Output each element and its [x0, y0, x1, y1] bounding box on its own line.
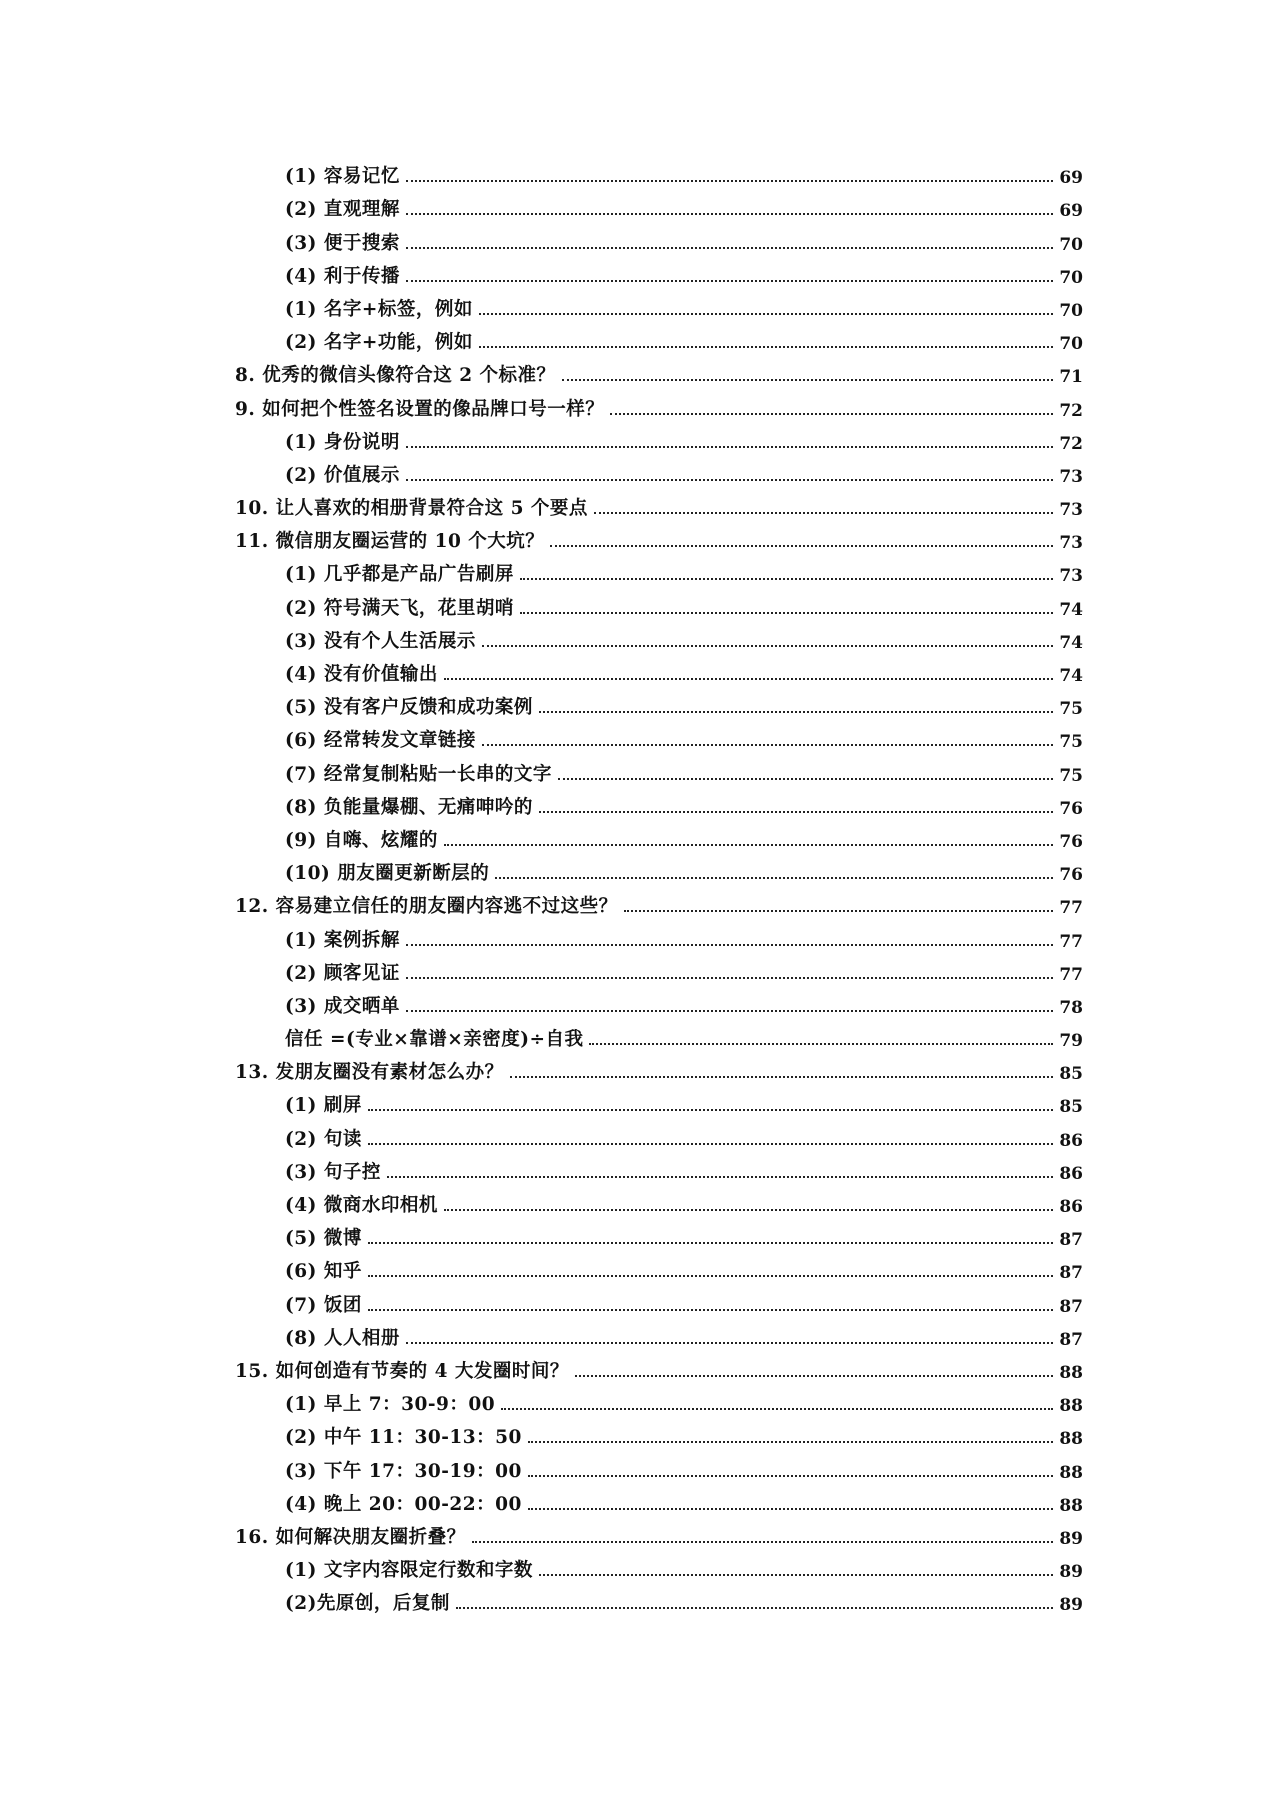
- toc-page-number: 89: [1059, 1528, 1083, 1549]
- toc-entry-label: (6) 经常转发文章链接: [285, 730, 476, 752]
- toc-entry-label: (4) 利于传播: [285, 265, 400, 287]
- dot-leader: [406, 213, 1053, 215]
- toc-section-entry[interactable]: [235, 520, 1083, 553]
- toc-entry-label: (1) 刷屏: [285, 1095, 362, 1117]
- toc-section-entry[interactable]: [235, 354, 1083, 387]
- toc-page-number: 74: [1059, 666, 1083, 686]
- toc-page-number: 74: [1059, 632, 1083, 653]
- dot-leader: [368, 1309, 1053, 1311]
- toc-page-number: 88: [1059, 1495, 1083, 1516]
- toc-page-number: 87: [1059, 1329, 1083, 1350]
- toc-page-number: 86: [1059, 1130, 1083, 1151]
- dot-leader: [520, 612, 1053, 614]
- toc-subsection-entry[interactable]: [235, 586, 1083, 619]
- dot-leader: [406, 247, 1053, 249]
- toc-page-number: 87: [1059, 1296, 1083, 1317]
- toc-page-number: 88: [1059, 1429, 1083, 1450]
- toc-subsection-entry[interactable]: [235, 1317, 1083, 1350]
- toc-page-number: 73: [1059, 500, 1083, 521]
- toc-entry-label: (1) 身份说明: [285, 431, 400, 453]
- toc-subsection-entry[interactable]: [235, 686, 1083, 719]
- toc-page-number: 77: [1059, 898, 1083, 919]
- toc-page-number: 70: [1059, 334, 1083, 355]
- toc-section-entry[interactable]: [235, 885, 1083, 918]
- dot-leader: [550, 545, 1053, 547]
- toc-subsection-entry[interactable]: [235, 1483, 1083, 1516]
- toc-entry-label: (5) 没有客户反馈和成功案例: [285, 697, 533, 719]
- dot-leader: [406, 180, 1053, 182]
- toc-subsection-entry[interactable]: [235, 1184, 1083, 1217]
- toc-entry-label: (7) 经常复制粘贴一长串的文字: [285, 763, 552, 785]
- toc-section-entry[interactable]: [235, 1051, 1083, 1084]
- toc-page-number: 73: [1059, 466, 1083, 487]
- dot-leader: [520, 578, 1053, 580]
- toc-entry-label: (4) 没有价值输出: [285, 664, 438, 685]
- toc-page-number: 69: [1059, 168, 1083, 189]
- toc-page-number: 87: [1059, 1230, 1083, 1251]
- toc-page-number: 86: [1059, 1163, 1083, 1184]
- toc-subsection-entry[interactable]: [235, 288, 1083, 321]
- toc-subsection-entry[interactable]: [235, 719, 1083, 752]
- dot-leader: [444, 678, 1053, 680]
- toc-entry-label: (1) 案例拆解: [285, 929, 400, 951]
- dot-leader: [539, 1574, 1053, 1576]
- dot-leader: [501, 1408, 1053, 1410]
- toc-page-number: 70: [1059, 234, 1083, 255]
- toc-page-number: 76: [1059, 831, 1083, 852]
- dot-leader: [368, 1143, 1053, 1145]
- toc-subsection-entry[interactable]: [235, 1449, 1083, 1482]
- dot-leader: [539, 711, 1053, 713]
- toc-page-number: 77: [1059, 931, 1083, 952]
- toc-entry-label: (6) 知乎: [285, 1261, 362, 1283]
- dot-leader: [406, 977, 1053, 979]
- dot-leader: [510, 1076, 1053, 1078]
- toc-subsection-entry[interactable]: [235, 786, 1083, 819]
- toc-subsection-entry[interactable]: [235, 1582, 1083, 1615]
- toc-section-entry[interactable]: [235, 1350, 1083, 1383]
- dot-leader: [589, 1043, 1053, 1045]
- toc-entry-label: (1) 容易记忆: [285, 166, 400, 188]
- toc-subsection-entry[interactable]: [235, 985, 1083, 1018]
- toc-subsection-entry[interactable]: [235, 852, 1083, 885]
- dot-leader: [456, 1607, 1053, 1609]
- toc-subsection-entry[interactable]: [235, 155, 1083, 188]
- toc-subsection-entry[interactable]: [235, 1283, 1083, 1316]
- toc-subsection-entry[interactable]: [235, 553, 1083, 586]
- toc-page-number: 72: [1059, 433, 1083, 454]
- toc-entry-label: (2) 价值展示: [285, 464, 400, 486]
- toc-page-number: 78: [1059, 997, 1083, 1018]
- toc-entry-label: (4) 晚上 20：00-22：00: [285, 1493, 522, 1515]
- toc-entry-label: (2) 直观理解: [285, 199, 400, 221]
- toc-page-number: 70: [1059, 267, 1083, 288]
- toc-entry-label: (3) 没有个人生活展示: [285, 630, 476, 652]
- toc-entry-label: (5) 微博: [285, 1228, 362, 1250]
- toc-entry-label: (3) 便于搜索: [285, 232, 400, 254]
- dot-leader: [562, 379, 1053, 381]
- toc-section-entry[interactable]: [235, 387, 1083, 420]
- toc-entry-label: (8) 人人相册: [285, 1327, 400, 1349]
- toc-page-number: 89: [1059, 1595, 1083, 1616]
- dot-leader: [406, 446, 1053, 448]
- dot-leader: [479, 346, 1053, 348]
- toc-page-number: 75: [1059, 732, 1083, 753]
- toc-entry-label: (1) 名字+标签，例如: [285, 298, 473, 320]
- dot-leader: [482, 744, 1053, 746]
- toc-entry-label: (2)先原创，后复制: [285, 1593, 450, 1615]
- dot-leader: [575, 1375, 1053, 1377]
- toc-subsection-entry[interactable]: [235, 1383, 1083, 1416]
- toc-page-number: 75: [1059, 765, 1083, 786]
- toc-subsection-entry[interactable]: [235, 421, 1083, 454]
- toc-subsection-entry[interactable]: [235, 1117, 1083, 1150]
- toc-subsection-entry[interactable]: [235, 1250, 1083, 1283]
- toc-page-number: 73: [1059, 566, 1083, 587]
- toc-entry-label: (2) 名字+功能，例如: [285, 332, 473, 354]
- toc-entry-label: 11. 微信朋友圈运营的 10 个大坑？: [235, 531, 545, 553]
- toc-subsection-entry[interactable]: [235, 1549, 1083, 1582]
- dot-leader: [482, 645, 1053, 647]
- dot-leader: [479, 313, 1053, 315]
- toc-page-number: 89: [1059, 1562, 1083, 1583]
- toc-section-entry[interactable]: [235, 1516, 1083, 1549]
- dot-leader: [624, 910, 1053, 912]
- dot-leader: [406, 944, 1053, 946]
- dot-leader: [406, 1342, 1053, 1344]
- toc-page-number: 70: [1059, 300, 1083, 321]
- dot-leader: [558, 778, 1053, 780]
- dot-leader: [406, 280, 1053, 282]
- dot-leader: [368, 1109, 1053, 1111]
- dot-leader: [594, 512, 1053, 514]
- toc-page-number: 79: [1059, 1031, 1083, 1052]
- toc-entry-label: (2) 中午 11：30-13：50: [285, 1427, 522, 1449]
- toc-subsection-entry[interactable]: [235, 1217, 1083, 1250]
- toc-entry-label: (8) 负能量爆棚、无痛呻吟的: [285, 796, 533, 818]
- toc-entry-label: 12. 容易建立信任的朋友圈内容逃不过这些？: [235, 896, 618, 918]
- table-of-contents: [235, 155, 1083, 1615]
- toc-entry-label: 信任 =(专业×靠谱×亲密度)÷自我: [285, 1029, 584, 1051]
- dot-leader: [610, 413, 1053, 415]
- dot-leader: [368, 1275, 1053, 1277]
- toc-subsection-entry[interactable]: [235, 1084, 1083, 1117]
- toc-page-number: 88: [1059, 1462, 1083, 1483]
- toc-subsection-entry[interactable]: [235, 653, 1083, 686]
- toc-entry-label: (10) 朋友圈更新断层的: [285, 863, 490, 885]
- toc-page-number: 75: [1059, 699, 1083, 720]
- toc-subsection-entry[interactable]: [235, 1151, 1083, 1184]
- toc-page-number: 86: [1059, 1197, 1083, 1217]
- toc-page-number: 88: [1059, 1362, 1083, 1383]
- toc-entry-label: (2) 句读: [285, 1128, 362, 1150]
- dot-leader: [528, 1508, 1053, 1510]
- toc-subsection-entry[interactable]: [235, 620, 1083, 653]
- toc-page-number: 85: [1059, 1064, 1083, 1085]
- toc-entry-label: (2) 符号满天飞，花里胡哨: [285, 597, 514, 619]
- dot-leader: [368, 1242, 1053, 1244]
- toc-page-number: 71: [1059, 367, 1083, 388]
- toc-entry-label: 10. 让人喜欢的相册背景符合这 5 个要点: [235, 498, 588, 520]
- toc-page-number: 76: [1059, 865, 1083, 886]
- toc-entry-label: (1) 几乎都是产品广告刷屏: [285, 564, 514, 586]
- dot-leader: [444, 844, 1053, 846]
- dot-leader: [528, 1441, 1053, 1443]
- toc-subsection-entry[interactable]: [235, 952, 1083, 985]
- toc-page-number: 73: [1059, 533, 1083, 554]
- dot-leader: [472, 1541, 1053, 1543]
- dot-leader: [495, 877, 1053, 879]
- toc-entry-label: (3) 句子控: [285, 1161, 381, 1183]
- toc-entry-label: 9. 如何把个性签名设置的像品牌口号一样？: [235, 398, 605, 420]
- toc-page-number: 85: [1059, 1097, 1083, 1118]
- toc-entry-label: (1) 文字内容限定行数和字数: [285, 1560, 533, 1582]
- toc-entry-label: (4) 微商水印相机: [285, 1195, 438, 1216]
- toc-subsection-entry[interactable]: [235, 454, 1083, 487]
- dot-leader: [539, 811, 1053, 813]
- toc-page-number: 87: [1059, 1263, 1083, 1284]
- toc-subsection-entry[interactable]: [235, 221, 1083, 254]
- toc-page-number: 69: [1059, 201, 1083, 222]
- dot-leader: [406, 1010, 1053, 1012]
- toc-entry-label: (3) 成交晒单: [285, 995, 400, 1017]
- toc-entry-label: (7) 饭团: [285, 1294, 362, 1316]
- toc-page-number: 77: [1059, 964, 1083, 985]
- toc-entry-label: (1) 早上 7：30-9：00: [285, 1394, 496, 1416]
- toc-subsection-entry[interactable]: [235, 918, 1083, 951]
- dot-leader: [406, 479, 1053, 481]
- toc-entry-label: 8. 优秀的微信头像符合这 2 个标准？: [235, 365, 556, 387]
- toc-subsection-entry[interactable]: [235, 1416, 1083, 1449]
- toc-page-number: 74: [1059, 599, 1083, 620]
- dot-leader: [444, 1209, 1053, 1211]
- dot-leader: [387, 1176, 1053, 1178]
- toc-entry-label: 15. 如何创造有节奏的 4 大发圈时间？: [235, 1360, 569, 1382]
- dot-leader: [528, 1475, 1053, 1477]
- toc-subsection-entry[interactable]: [235, 1018, 1083, 1051]
- toc-page-number: 72: [1059, 400, 1083, 421]
- toc-entry-label: (3) 下午 17：30-19：00: [285, 1460, 522, 1482]
- toc-subsection-entry[interactable]: [235, 819, 1083, 852]
- toc-subsection-entry[interactable]: [235, 321, 1083, 354]
- toc-page-number: 76: [1059, 798, 1083, 819]
- toc-page-number: 88: [1059, 1396, 1083, 1417]
- toc-section-entry[interactable]: [235, 487, 1083, 520]
- toc-subsection-entry[interactable]: [235, 188, 1083, 221]
- toc-entry-label: (9) 自嗨、炫耀的: [285, 829, 438, 851]
- toc-subsection-entry[interactable]: [235, 255, 1083, 288]
- toc-entry-label: (2) 顾客见证: [285, 962, 400, 984]
- toc-subsection-entry[interactable]: [235, 752, 1083, 785]
- toc-entry-label: 13. 发朋友圈没有素材怎么办？: [235, 1062, 504, 1084]
- toc-entry-label: 16. 如何解决朋友圈折叠？: [235, 1526, 466, 1548]
